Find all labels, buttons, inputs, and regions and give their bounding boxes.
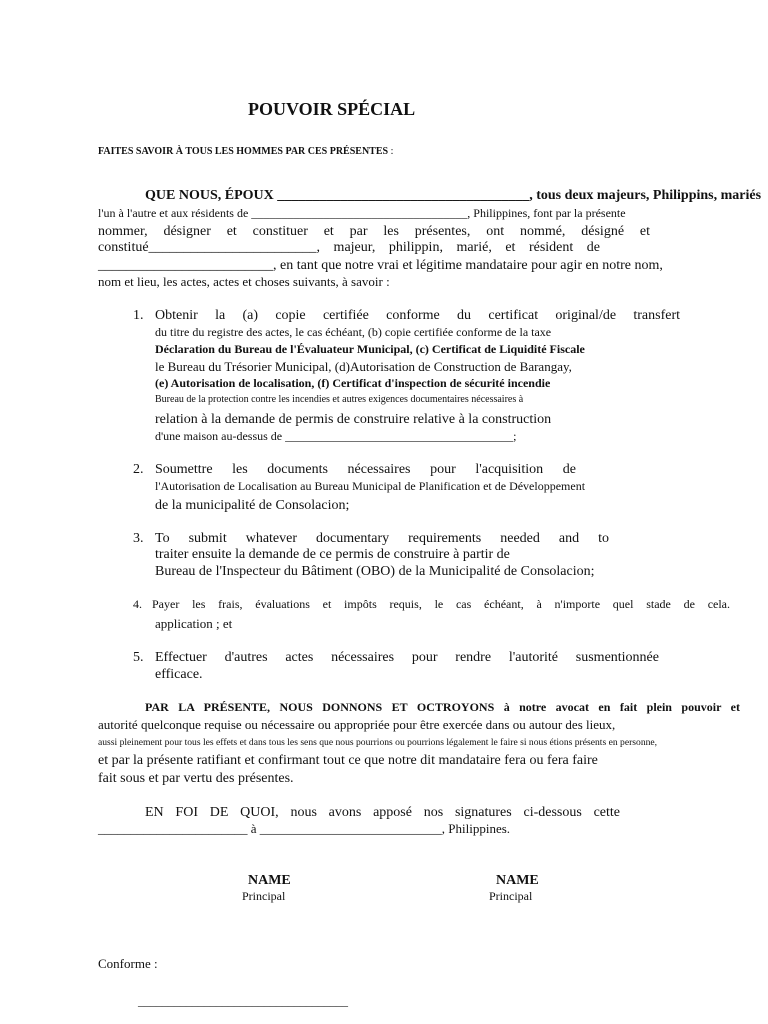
document-title: POUVOIR SPÉCIAL	[248, 99, 416, 119]
grant-bold-text: PAR LA PRÉSENTE, NOUS DONNONS ET OCTROYONS	[145, 700, 495, 714]
item-2-text-1: Soumettre les documents nécessaires pour l'acquisition de	[155, 462, 576, 477]
intro-line-3: nommer, désigner et constituer et par les présentes, ont nommé, désigné et	[98, 224, 650, 239]
item-5-text-1: Effectuer d'autres actes nécessaires pour rendre l'autorité susmentionnée	[155, 650, 659, 665]
subtitle-colon: :	[388, 146, 394, 157]
item-1-line-8: d'une maison au-dessus de ______________________________________;	[155, 429, 517, 443]
item-1-line-6: Bureau de la protection contre les incendies et autres exigences documentaires nécessaires à	[155, 394, 524, 405]
item-1-line-3: Déclaration du Bureau de l'Évaluateur Municipal, (c) Certificat de Liquidité Fiscale	[155, 342, 585, 356]
item-3-line-3: Bureau de l'Inspecteur du Bâtiment (OBO) de la Municipalité de Consolacion;	[155, 564, 595, 579]
signatory-2-role: Principal	[489, 889, 533, 903]
signatory-1-name: NAME	[248, 873, 291, 888]
conforme-label: Conforme :	[98, 956, 158, 971]
item-3-number: 3.	[133, 531, 144, 546]
item-2-number: 2.	[133, 462, 144, 477]
item-1-line-7: relation à la demande de permis de construire relative à la construction	[155, 412, 552, 427]
subtitle-text: FAITES SAVOIR À TOUS LES HOMMES PAR CES PRÉSENTES	[98, 146, 389, 157]
intro-line-2: l'un à l'autre et aux résidents de ____________________________________, Philippines, font par la présente	[98, 206, 626, 220]
conforme-signature-line: ___________________________________	[138, 994, 348, 1008]
item-5-line-2: efficace.	[155, 667, 203, 682]
item-2-line-2: l'Autorisation de Localisation au Bureau Municipal de Planification et de Développement	[155, 479, 586, 493]
witness-line-1: EN FOI DE QUOI, nous avons apposé nos signatures ci-dessous cette	[145, 805, 620, 820]
item-5-line-1	[133, 650, 659, 666]
grant-line-1	[145, 701, 740, 715]
signatory-1-role: Principal	[242, 889, 286, 903]
item-3-text-1: To submit whatever documentary requirements needed and to	[155, 531, 609, 546]
item-4-line-1	[133, 598, 730, 612]
item-2-line-1	[133, 462, 576, 478]
witness-line-2: _______________________ à ____________________________, Philippines.	[98, 821, 511, 836]
item-4-line-2: application ; et	[155, 616, 233, 631]
item-1-line-2: du titre du registre des actes, le cas échéant, (b) copie certifiée conforme de la taxe	[155, 325, 552, 339]
item-5-number: 5.	[133, 650, 144, 665]
grant-line-4: et par la présente ratifiant et confirmant tout ce que notre dit mandataire fera ou fera faire	[98, 753, 598, 768]
item-3-line-1	[133, 531, 609, 547]
signatory-2-name: NAME	[496, 873, 539, 888]
grant-rest-text: à notre avocat en fait plein pouvoir et	[494, 700, 740, 714]
grant-line-5: fait sous et par vertu des présentes.	[98, 771, 294, 786]
item-1-line-5: (e) Autorisation de localisation, (f) Certificat d'inspection de sécurité incendie	[155, 376, 551, 390]
item-1-number: 1.	[133, 308, 144, 323]
item-4-text-1: Payer les frais, évaluations et impôts requis, le cas échéant, à n'importe quel stade de cela.	[152, 597, 730, 611]
grant-line-3: aussi pleinement pour tous les effets et dans tous les sens que nous pourrions ou pourrions légalement le faire si nous étions présents en personne,	[98, 737, 658, 748]
item-1-line-1	[133, 308, 680, 324]
item-1-text-1: Obtenir la (a) copie certifiée conforme du certificat original/de transfert	[155, 308, 680, 323]
document-subtitle	[98, 146, 393, 158]
item-4-number: 4.	[133, 597, 142, 611]
grant-line-2: autorité quelconque requise ou nécessaire ou appropriée pour être exercée dans ou autour des lieux,	[98, 717, 616, 732]
item-3-line-2: traiter ensuite la demande de ce permis de construire à partir de	[155, 547, 510, 562]
item-2-line-3: de la municipalité de Consolacion;	[155, 498, 350, 513]
intro-line-5: _________________________, en tant que notre vrai et légitime mandataire pour agir en notre nom,	[98, 258, 663, 273]
intro-line-6: nom et lieu, les actes, actes et choses suivants, à savoir :	[98, 274, 390, 289]
intro-line-1: QUE NOUS, ÉPOUX ____________________________________, tous deux majeurs, Philippins, mariés	[145, 188, 762, 203]
intro-line-4: constitué________________________, majeur, philippin, marié, et résident de	[98, 240, 600, 255]
item-1-line-4: le Bureau du Trésorier Municipal, (d)Autorisation de Construction de Barangay,	[155, 359, 572, 374]
